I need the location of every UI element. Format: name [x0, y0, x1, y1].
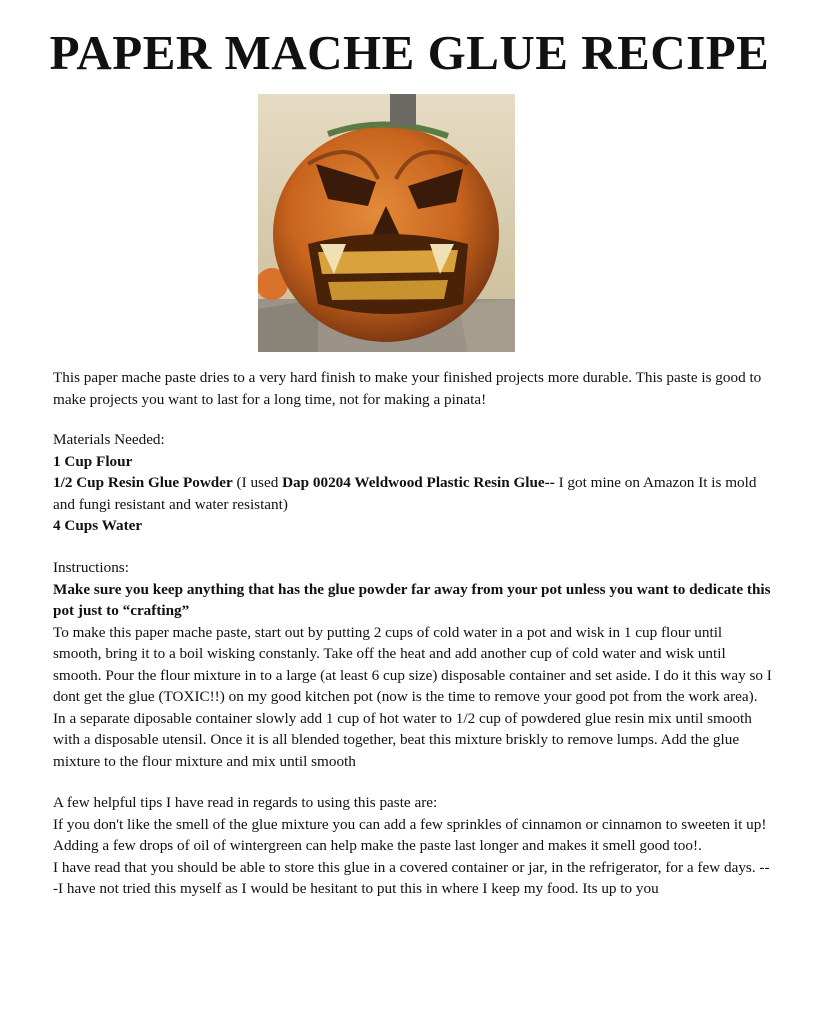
instructions-section — [53, 557, 773, 772]
material-water: 4 Cups Water — [53, 517, 143, 534]
instructions-body: To make this paper mache paste, start out by putting 2 cups of cold water in a pot and wisk in 1 cup flour until smooth, bring it to a boil wisking constanly. Take off the heat and add another cup of cold water and wisk until smooth. Pour the flour mixture in to a large (at least 6 cup size) disposable container and set aside. I do it this way so I dont get the glue (TOXIC!!) on my good kitchen pot (now is the time to remove your good pot from the work area). In a separate diposable container slowly add 1 cup of hot water to 1/2 cup of powdered glue resin mix until smooth with a disposable utensil. Once it is all blended together, beat this mixture briskly to remove lumps. Add the glue mixture to the flour mixture and mix until smooth — [53, 623, 772, 770]
tips-section — [53, 792, 773, 900]
material-resin-note-b: I got mine on Amazon It is mold and fungi resistant and water resistant) — [53, 474, 757, 513]
tip-storage: I have read that you should be able to store this glue in a covered container or jar, in the refrigerator, for a few days. ---I have not tried this myself as I would be hesitant to put this in where I keep my food. Its up to you — [53, 858, 770, 897]
intro-text: This paper mache paste dries to a very hard finish to make your finished projects more durable. This paste is good to make projects you want to last for a long time, not for making a pinata! — [53, 369, 762, 408]
material-resin-brand: Dap 00204 Weldwood Plastic Resin Glue-- — [282, 474, 555, 491]
instructions-warning: Make sure you keep anything that has the glue powder far away from your pot unless you want to dedicate this pot just to “crafting” — [53, 580, 771, 619]
instructions-heading: Instructions: — [53, 559, 129, 576]
tips-heading: A few helpful tips I have read in regards to using this paste are: — [53, 794, 438, 811]
material-resin — [53, 472, 773, 515]
materials-section — [53, 429, 773, 537]
material-resin-label: 1/2 Cup Resin Glue Powder — [53, 474, 233, 491]
carved-pumpkin-photo — [258, 94, 515, 352]
tip-cinnamon: If you don't like the smell of the glue mixture you can add a few sprinkles of cinnamon or cinnamon to sweeten it up! — [53, 815, 767, 833]
tip-wintergreen: Adding a few drops of oil of wintergreen can help make the paste last longer and makes it smell good too!. — [53, 837, 702, 854]
intro-paragraph — [53, 367, 773, 410]
material-flour: 1 Cup Flour — [53, 452, 133, 470]
page-title: PAPER MACHE GLUE RECIPE — [49, 25, 770, 80]
materials-heading: Materials Needed: — [53, 431, 165, 448]
material-resin-note-a: (I used — [232, 474, 283, 491]
